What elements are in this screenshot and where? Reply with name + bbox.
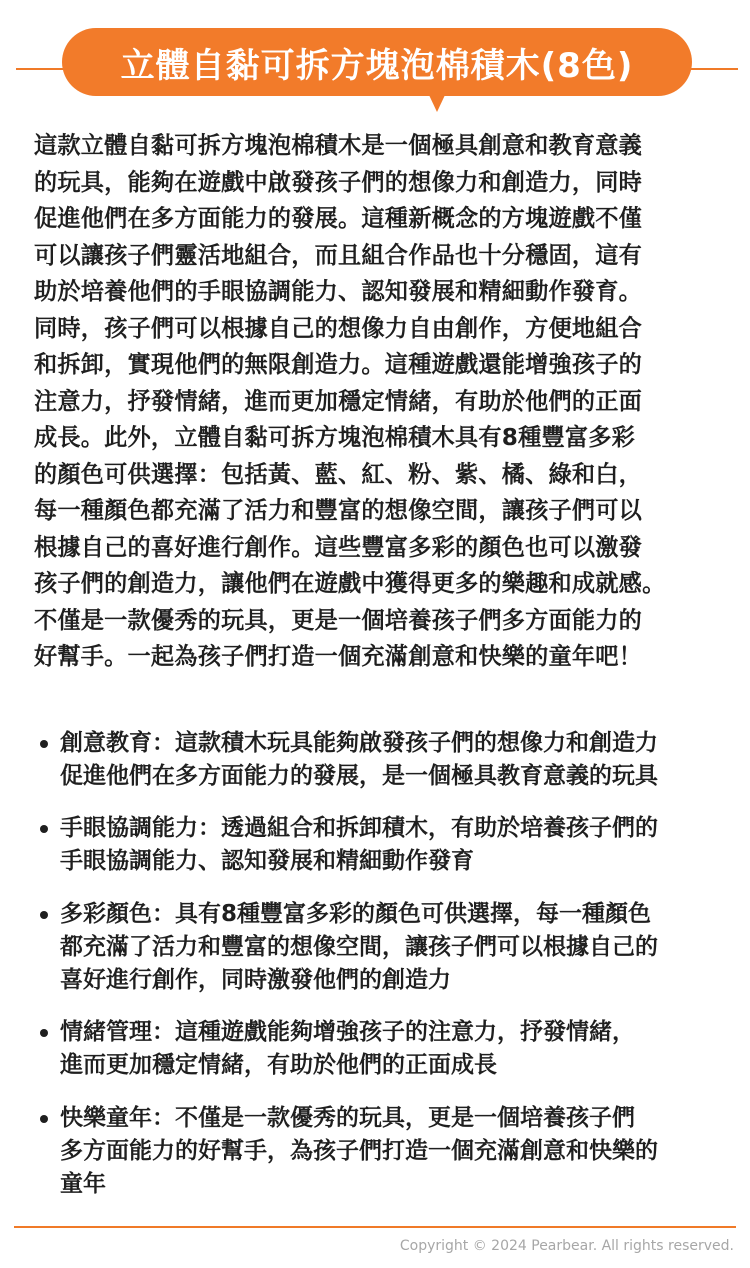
copyright-notice: Copyright © 2024 Pearbear. All rights reserved. [399, 1238, 734, 1254]
feature-line: 多方面能力的好幫手，為孩子們打造一個充滿創意和快樂的 [60, 1137, 658, 1164]
intro-line: 促進他們在多方面能力的發展。這種新概念的方塊遊戲不僅 [34, 205, 643, 232]
intro-line: 的顏色可供選擇：包括黃、藍、紅、粉、紫、橘、綠和白， [34, 460, 643, 488]
intro-line: 和拆卸，實現他們的無限創造力。這種遊戲還能增強孩子的 [34, 351, 643, 378]
intro-line: 助於培養他們的手眼協調能力、認知發展和精細動作發育。 [34, 278, 643, 305]
feature-item-colorful [34, 898, 724, 997]
feature-item-emotion-management [34, 1016, 724, 1082]
intro-line: 這款立體自黏可拆方塊泡棉積木是一個極具創意和教育意義 [34, 132, 643, 159]
feature-line: 手眼協調能力、認知發展和精細動作發育 [60, 848, 474, 875]
feature-item-hand-eye-coordination [34, 812, 724, 878]
intro-line: 成長。此外，立體自黏可拆方塊泡棉積木具有8種豐富多彩 [34, 424, 636, 451]
feature-line: 童年 [60, 1170, 106, 1197]
feature-line: 情緒管理：這種遊戲能夠增強孩子的注意力，抒發情緒， [60, 1019, 635, 1046]
intro-line: 的玩具，能夠在遊戲中啟發孩子們的想像力和創造力，同時 [34, 168, 643, 196]
feature-line: 創意教育：這款積木玩具能夠啟發孩子們的想像力和創造力 [60, 730, 658, 756]
intro-line: 每一種顏色都充滿了活力和豐富的想像空間，讓孩子們可以 [34, 497, 643, 524]
intro-paragraph [34, 128, 724, 676]
feature-line: 促進他們在多方面能力的發展，是一個極具教育意義的玩具 [60, 763, 658, 789]
title-banner [62, 28, 692, 96]
intro-line: 不僅是一款優秀的玩具，更是一個培養孩子們多方面能力的 [34, 606, 643, 634]
feature-list [34, 727, 724, 1220]
feature-line: 喜好進行創作，同時激發他們的創造力 [60, 966, 451, 993]
feature-item-creative-education [34, 727, 724, 793]
feature-line: 快樂童年：不僅是一款優秀的玩具，更是一個培養孩子們 [60, 1104, 635, 1131]
feature-line: 進而更加穩定情緒，有助於他們的正面成長 [60, 1052, 497, 1079]
intro-line: 同時，孩子們可以根據自己的想像力自由創作，方便地組合 [34, 314, 643, 342]
footer-divider [14, 1226, 736, 1228]
intro-line: 注意力，抒發情緒，進而更加穩定情緒，有助於他們的正面 [34, 387, 643, 415]
page-title: 立體自黏可拆方塊泡棉積木(8色) [120, 45, 634, 86]
intro-line: 可以讓孩子們靈活地組合，而且組合作品也十分穩固，這有 [34, 241, 643, 269]
feature-item-happy-childhood [34, 1102, 724, 1201]
page-header [0, 0, 750, 120]
feature-line: 手眼協調能力：透過組合和拆卸積木，有助於培養孩子們的 [60, 815, 658, 842]
intro-line: 好幫手。一起為孩子們打造一個充滿創意和快樂的童年吧！ [34, 643, 643, 670]
feature-line: 都充滿了活力和豐富的想像空間，讓孩子們可以根據自己的 [60, 933, 658, 960]
intro-line: 孩子們的創造力，讓他們在遊戲中獲得更多的樂趣和成就感。 [34, 570, 666, 597]
feature-line: 多彩顏色：具有8種豐富多彩的顏色可供選擇，每一種顏色 [60, 900, 652, 927]
intro-line: 根據自己的喜好進行創作。這些豐富多彩的顏色也可以激發 [34, 533, 643, 561]
